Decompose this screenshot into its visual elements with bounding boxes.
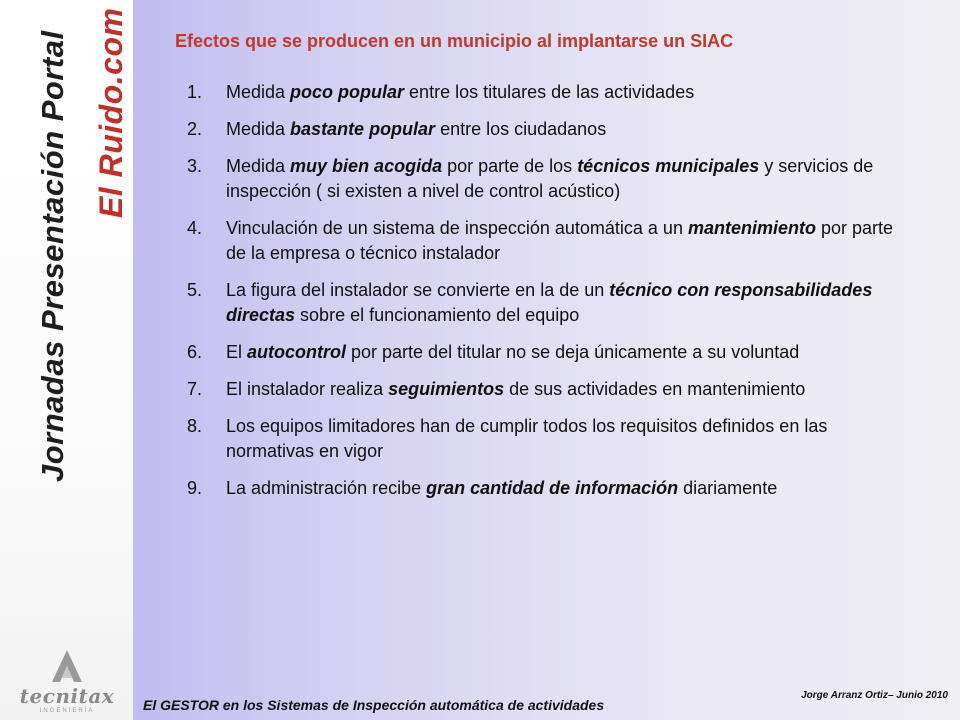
emphasis-text: gran cantidad de información [426, 478, 679, 498]
plain-text: La administración recibe [226, 478, 427, 498]
list-item [175, 476, 905, 501]
list-item [175, 278, 905, 328]
vertical-title-el-ruido: El Ruido.com [93, 7, 129, 218]
list-item-number: 7. [187, 379, 203, 399]
list-item-number: 3. [187, 156, 203, 176]
emphasis-text: seguimientos [388, 379, 505, 399]
plain-text: Medida [226, 82, 291, 102]
list-item-text [226, 154, 905, 204]
plain-text: Vinculación de un sistema de inspección automática a un [226, 218, 688, 238]
vertical-title-jornadas: Jornadas Presentación Portal [35, 30, 70, 482]
effects-list [175, 80, 905, 513]
plain-text: La figura del instalador se convierte en la de un [226, 280, 610, 300]
logo-subtitle: INGENIERÍA [39, 708, 95, 714]
list-item-number: 2. [187, 119, 203, 139]
emphasis-text: bastante popular [290, 119, 436, 139]
tecnitax-logo [8, 648, 126, 718]
plain-text: y servicios de inspección ( si existen a nivel de control acústico) [226, 156, 874, 201]
emphasis-text: muy bien acogida [290, 156, 443, 176]
plain-text: El instalador realiza [226, 379, 389, 399]
list-item-text [226, 117, 905, 142]
list-item-text [226, 476, 905, 501]
plain-text: por parte de los [442, 156, 578, 176]
list-item-number: 6. [187, 342, 203, 362]
list-item-text [226, 216, 905, 266]
list-item-text [226, 377, 905, 402]
list-item [175, 80, 905, 105]
emphasis-text: mantenimiento [687, 218, 816, 238]
plain-text: entre los titulares de las actividades [404, 82, 695, 102]
emphasis-text: técnico con responsabilidades directas [226, 280, 873, 325]
plain-text: entre los ciudadanos [435, 119, 607, 139]
plain-text: Medida [226, 119, 291, 139]
list-item-text [226, 340, 905, 365]
list-item-number: 1. [187, 82, 203, 102]
plain-text: sobre el funcionamiento del equipo [295, 305, 580, 325]
list-item-text [226, 278, 905, 328]
plain-text: El [226, 342, 248, 362]
list-item-number: 4. [187, 218, 203, 238]
emphasis-text: autocontrol [247, 342, 347, 362]
list-item-text [226, 80, 905, 105]
footer-author: Jorge Arranz Ortiz– Junio 2010 [801, 690, 948, 701]
list-item [175, 340, 905, 365]
slide-title: Efectos que se producen en un municipio al implantarse un SIAC [175, 31, 734, 51]
plain-text: diariamente [678, 478, 778, 498]
plain-text: por parte de la empresa o técnico instalador [226, 218, 894, 263]
list-item [175, 414, 905, 464]
sidebar [0, 0, 133, 720]
logo-mark-icon [8, 648, 126, 688]
plain-text: Medida [226, 156, 291, 176]
plain-text: de sus actividades en mantenimiento [504, 379, 806, 399]
logo-wordmark: tecnitax [19, 684, 115, 708]
list-item [175, 377, 905, 402]
list-item [175, 154, 905, 204]
plain-text: Los equipos limitadores han de cumplir todos los requisitos definidos en las normativas en vigor [226, 416, 828, 461]
plain-text: por parte del titular no se deja únicamente a su voluntad [346, 342, 800, 362]
list-item [175, 117, 905, 142]
list-item-number: 8. [187, 416, 203, 436]
list-item-text [226, 414, 905, 464]
footer-caption: El GESTOR en los Sistemas de Inspección automática de actividades [143, 697, 605, 713]
emphasis-text: técnicos municipales [577, 156, 760, 176]
list-item [175, 216, 905, 266]
list-item-number: 9. [187, 478, 203, 498]
emphasis-text: poco popular [290, 82, 405, 102]
list-item-number: 5. [187, 280, 203, 300]
